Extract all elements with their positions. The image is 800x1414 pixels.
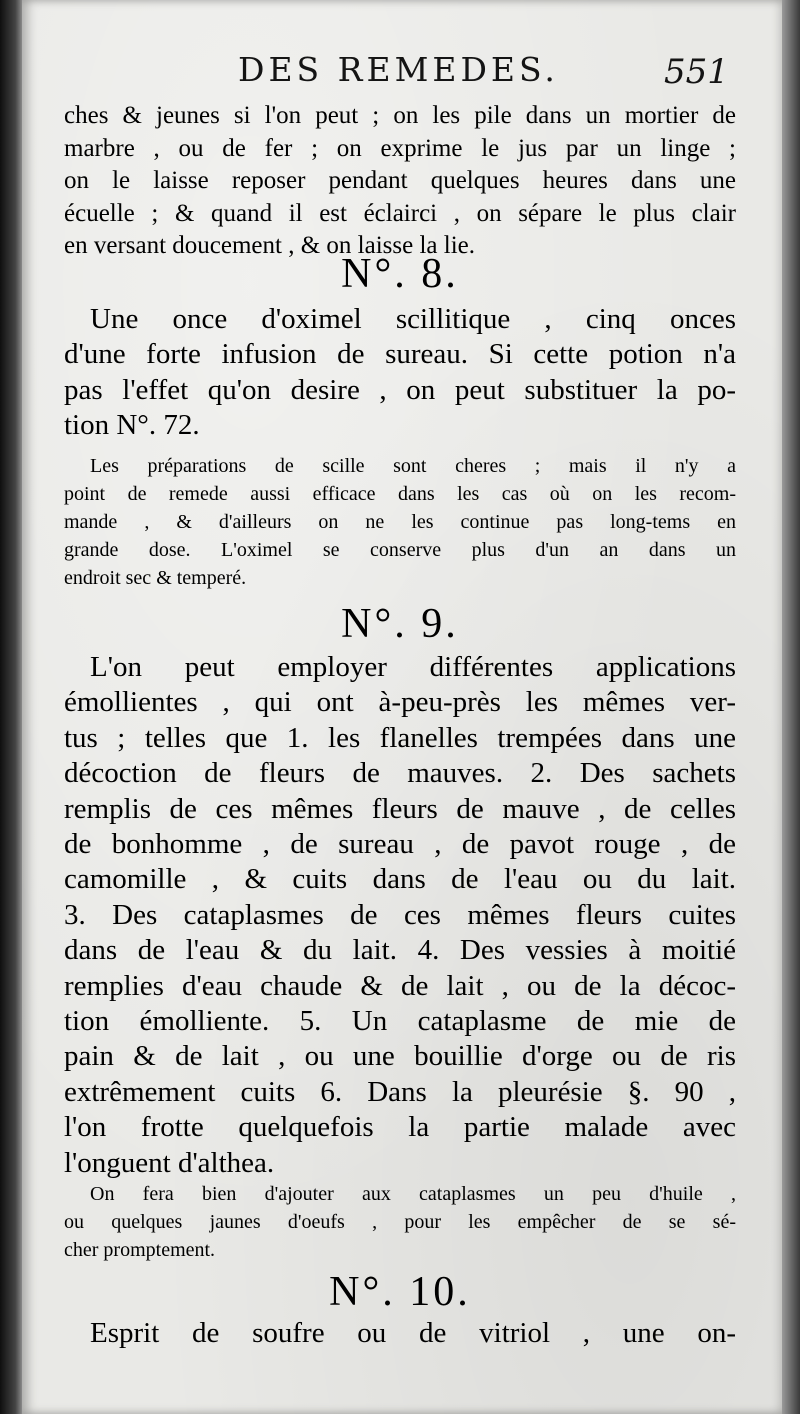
section-8-paragraph <box>64 302 736 444</box>
section-9-paragraph <box>64 650 736 1181</box>
text-line: de bonhomme , de sureau , de pavot rouge , de <box>64 828 736 861</box>
text-line: point de remede aussi efficace dans les cas où on les recom- <box>64 483 736 505</box>
running-head: DES REMEDES. <box>238 50 559 89</box>
text-line: grande dose. L'oximel se conserve plus d'un an dans un <box>64 539 736 561</box>
section-10-paragraph <box>64 1316 736 1351</box>
section-heading-8: N°. 8. <box>341 251 459 297</box>
text-line: extrêmement cuits 6. Dans la pleurésie §. 90 , <box>64 1075 736 1108</box>
text-line: remplis de ces mêmes fleurs de mauve , de celles <box>64 792 736 825</box>
section-8-note <box>64 452 736 592</box>
page-gutter-right <box>782 0 800 1414</box>
text-line: dans de l'eau & du lait. 4. Des vessies à moitié <box>64 934 736 967</box>
text-line: pain & de lait , ou une bouillie d'orge ou de ris <box>64 1040 736 1073</box>
text-line: cher promptement. <box>64 1239 216 1261</box>
text-line: d'une forte infusion de sureau. Si cette potion n'a <box>64 338 736 371</box>
text-line: l'on frotte quelquefois la partie malade avec <box>64 1111 736 1144</box>
intro-paragraph <box>64 100 736 263</box>
text-line: Une once d'oximel scillitique , cinq onces <box>90 303 736 335</box>
text-line: ou quelques jaunes d'oeufs , pour les empêcher de se sé- <box>64 1211 736 1233</box>
text-line: mande , & d'ailleurs on ne les continue pas long-tems en <box>64 511 736 533</box>
text-line: L'on peut employer différentes applications <box>90 651 736 683</box>
text-line: en versant doucement , & on laisse la lie. <box>64 232 475 259</box>
page-gutter-left <box>0 0 22 1414</box>
text-line: tion émolliente. 5. Un cataplasme de mie de <box>64 1005 736 1038</box>
text-line: tus ; telles que 1. les flanelles trempées dans une <box>64 721 736 754</box>
page-number: 551 <box>664 52 729 92</box>
text-line: endroit sec & temperé. <box>64 567 247 589</box>
text-line: Esprit de soufre ou de vitriol , une on- <box>90 1317 736 1349</box>
section-heading-10: N°. 10. <box>329 1269 471 1315</box>
section-9-note <box>64 1180 736 1264</box>
text-line: décoction de fleurs de mauves. 2. Des sachets <box>64 757 736 790</box>
text-line: tion N°. 72. <box>64 409 200 442</box>
text-line: pas l'effet qu'on desire , on peut substituer la po- <box>64 373 736 406</box>
text-line: 3. Des cataplasmes de ces mêmes fleurs cuites <box>64 898 736 931</box>
text-line: ches & jeunes si l'on peut ; on les pile dans un mortier de <box>64 102 736 129</box>
text-line: marbre , ou de fer ; on exprime le jus par un linge ; <box>64 134 736 162</box>
text-line: remplies d'eau chaude & de lait , ou de la décoc- <box>64 969 736 1002</box>
text-line: écuelle ; & quand il est éclairci , on sépare le plus clair <box>64 199 736 227</box>
text-line: Les préparations de scille sont cheres ; mais il n'y a <box>90 455 736 477</box>
text-line: camomille , & cuits dans de l'eau ou du lait. <box>64 863 736 896</box>
text-line: on le laisse reposer pendant quelques heures dans une <box>64 167 736 194</box>
section-heading-9: N°. 9. <box>341 601 459 647</box>
text-line: émollientes , qui ont à-peu-près les mêmes ver- <box>64 686 736 719</box>
text-line: l'onguent d'althea. <box>64 1146 275 1179</box>
text-line: On fera bien d'ajouter aux cataplasmes un peu d'huile , <box>90 1183 736 1205</box>
